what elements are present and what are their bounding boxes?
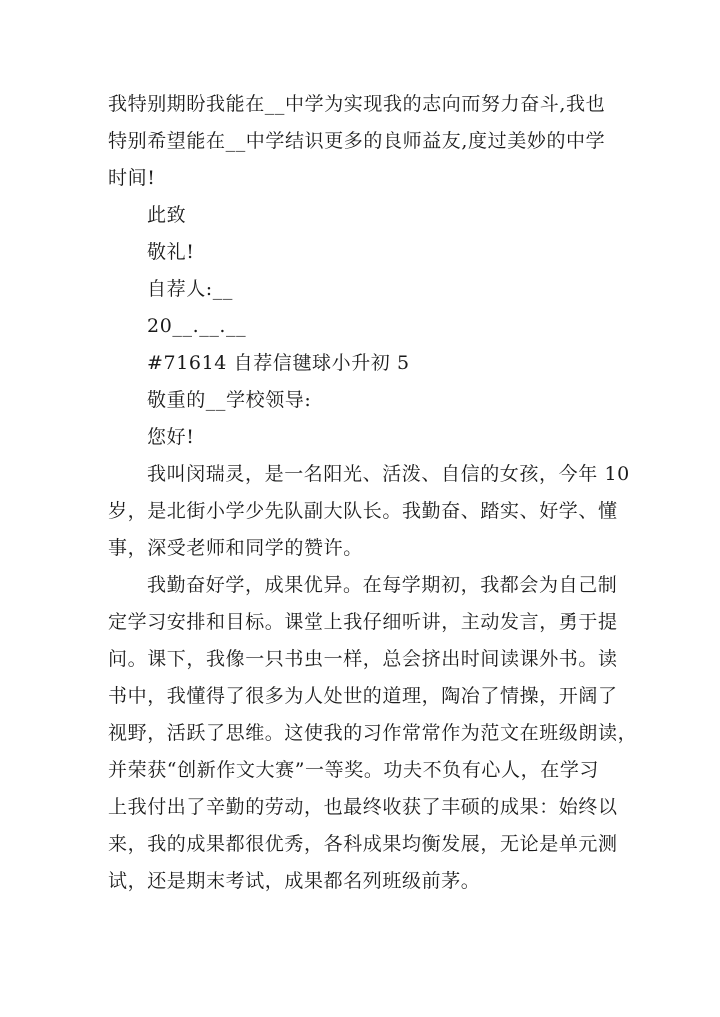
paragraph-line: 我特别期盼我能在__中学为实现我的志向而努力奋斗,我也 <box>108 93 606 115</box>
paragraph-line: 书中，我懂得了很多为人处世的道理，陶冶了情操，开阔了 <box>108 685 618 707</box>
paragraph-line: 事，深受老师和同学的赞许。 <box>108 537 363 559</box>
section-title: #71614 自荐信毽球小升初 5 <box>147 352 410 374</box>
paragraph-line: 岁，是北街小学少先队副大队长。我勤奋、踏实、好学、懂 <box>108 500 618 522</box>
closing-text: 此致 <box>147 204 187 226</box>
date-text: 20__.__.__ <box>147 315 247 337</box>
paragraph-line: 定学习安排和目标。课堂上我仔细听讲，主动发言，勇于提 <box>108 611 618 633</box>
paragraph-line: 上我付出了辛勤的劳动，也最终收获了丰硕的成果：始终以 <box>108 796 618 818</box>
paragraph-line: 时间! <box>108 167 156 189</box>
paragraph-line: 特别希望能在__中学结识更多的良师益友,度过美妙的中学 <box>108 130 606 152</box>
paragraph-line: 问。课下，我像一只书虫一样，总会挤出时间读课外书。读 <box>108 648 618 670</box>
salute-text: 敬礼! <box>147 241 195 263</box>
document-body <box>108 86 638 900</box>
hello-text: 您好! <box>147 426 195 448</box>
signer-text: 自荐人:__ <box>147 278 234 300</box>
paragraph-line: 我勤奋好学，成果优异。在每学期初，我都会为自己制 <box>147 574 618 596</box>
paragraph-line: 视野，活跃了思维。这使我的习作常常作为范文在班级朗读， <box>108 722 638 744</box>
paragraph-line: 来，我的成果都很优秀，各科成果均衡发展，无论是单元测 <box>108 833 618 855</box>
paragraph-line: 并荣获“创新作文大赛”一等奖。功夫不负有心人，在学习 <box>108 759 600 781</box>
greeting-text: 敬重的__学校领导: <box>147 389 312 411</box>
paragraph-line: 试，还是期末考试，成果都名列班级前茅。 <box>108 870 481 892</box>
paragraph-line: 我叫闵瑞灵，是一名阳光、活泼、自信的女孩，今年 10 <box>147 463 630 485</box>
